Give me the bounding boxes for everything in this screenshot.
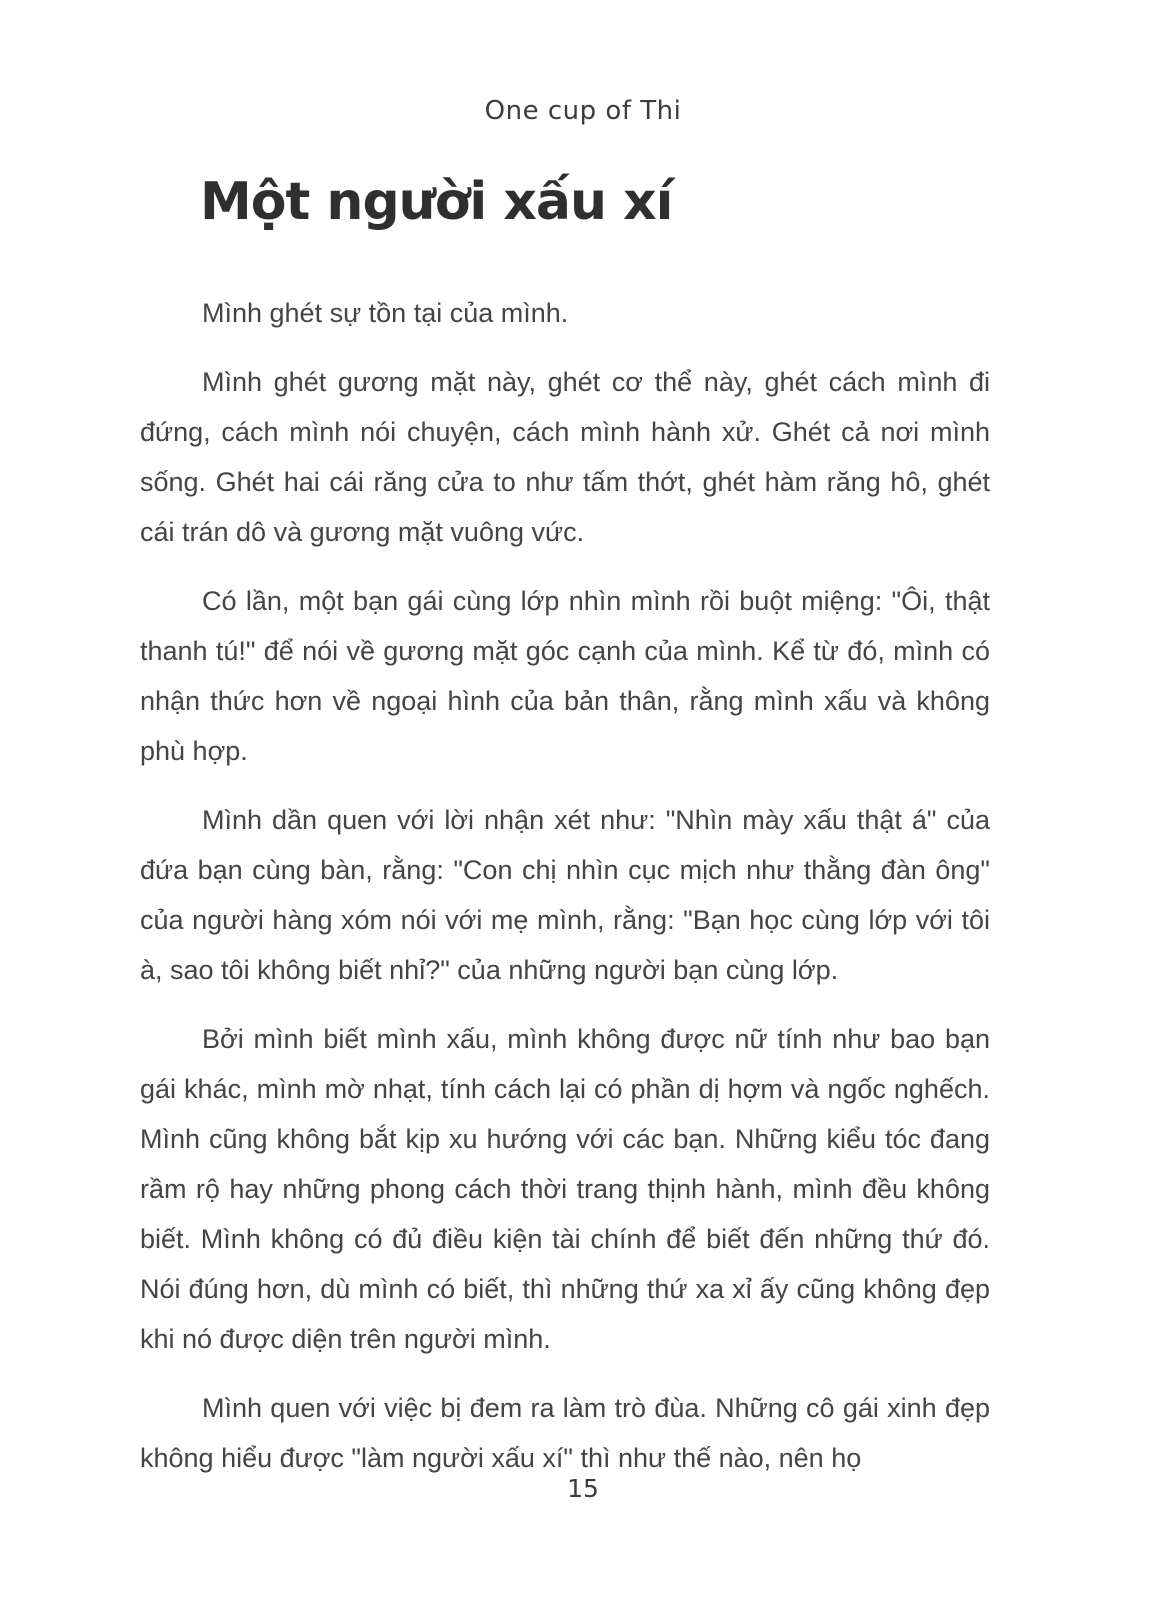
- paragraph: Mình dần quen với lời nhận xét như: "Nhìn mày xấu thật á" của đứa bạn cùng bàn, rằng: "Con chị nhìn cục mịch như thằng đàn ông" của người hàng xóm nói với mẹ mình, rằng: "Bạn học cùng lớp với tôi à, sao tôi không biết nhỉ?" của những người bạn cùng lớp.: [140, 805, 990, 985]
- body-text: [140, 288, 990, 1502]
- chapter-title: Một người xấu xí: [200, 172, 673, 232]
- paragraph: Mình ghét sự tồn tại của mình.: [202, 298, 569, 328]
- paragraph: Mình quen với việc bị đem ra làm trò đùa. Những cô gái xinh đẹp không hiểu được "làm người xấu xí" thì như thế nào, nên họ: [140, 1393, 990, 1473]
- paragraph: Bởi mình biết mình xấu, mình không được nữ tính như bao bạn gái khác, mình mờ nhạt, tính cách lại có phần dị hợm và ngốc nghếch. Mình cũng không bắt kịp xu hướng với các bạn. Những kiểu tóc đang rầm rộ hay những phong cách thời trang thịnh hành, mình đều không biết. Mình không có đủ điều kiện tài chính để biết đến những thứ đó. Nói đúng hơn, dù mình có biết, thì những thứ xa xỉ ấy cũng không đẹp khi nó được diện trên người mình.: [140, 1024, 990, 1354]
- paragraph: Mình ghét gương mặt này, ghét cơ thể này, ghét cách mình đi đứng, cách mình nói chuyện, cách mình hành xử. Ghét cả nơi mình sống. Ghét hai cái răng cửa to như tấm thớt, ghét hàm răng hô, ghét cái trán dô và gương mặt vuông vức.: [140, 367, 990, 547]
- running-header: One cup of Thi: [484, 96, 682, 126]
- paragraph: Có lần, một bạn gái cùng lớp nhìn mình rồi buột miệng: "Ôi, thật thanh tú!" để nói về gương mặt góc cạnh của mình. Kể từ đó, mình có nhận thức hơn về ngoại hình của bản thân, rằng mình xấu và không phù hợp.: [140, 586, 990, 766]
- page-number: 15: [567, 1474, 599, 1503]
